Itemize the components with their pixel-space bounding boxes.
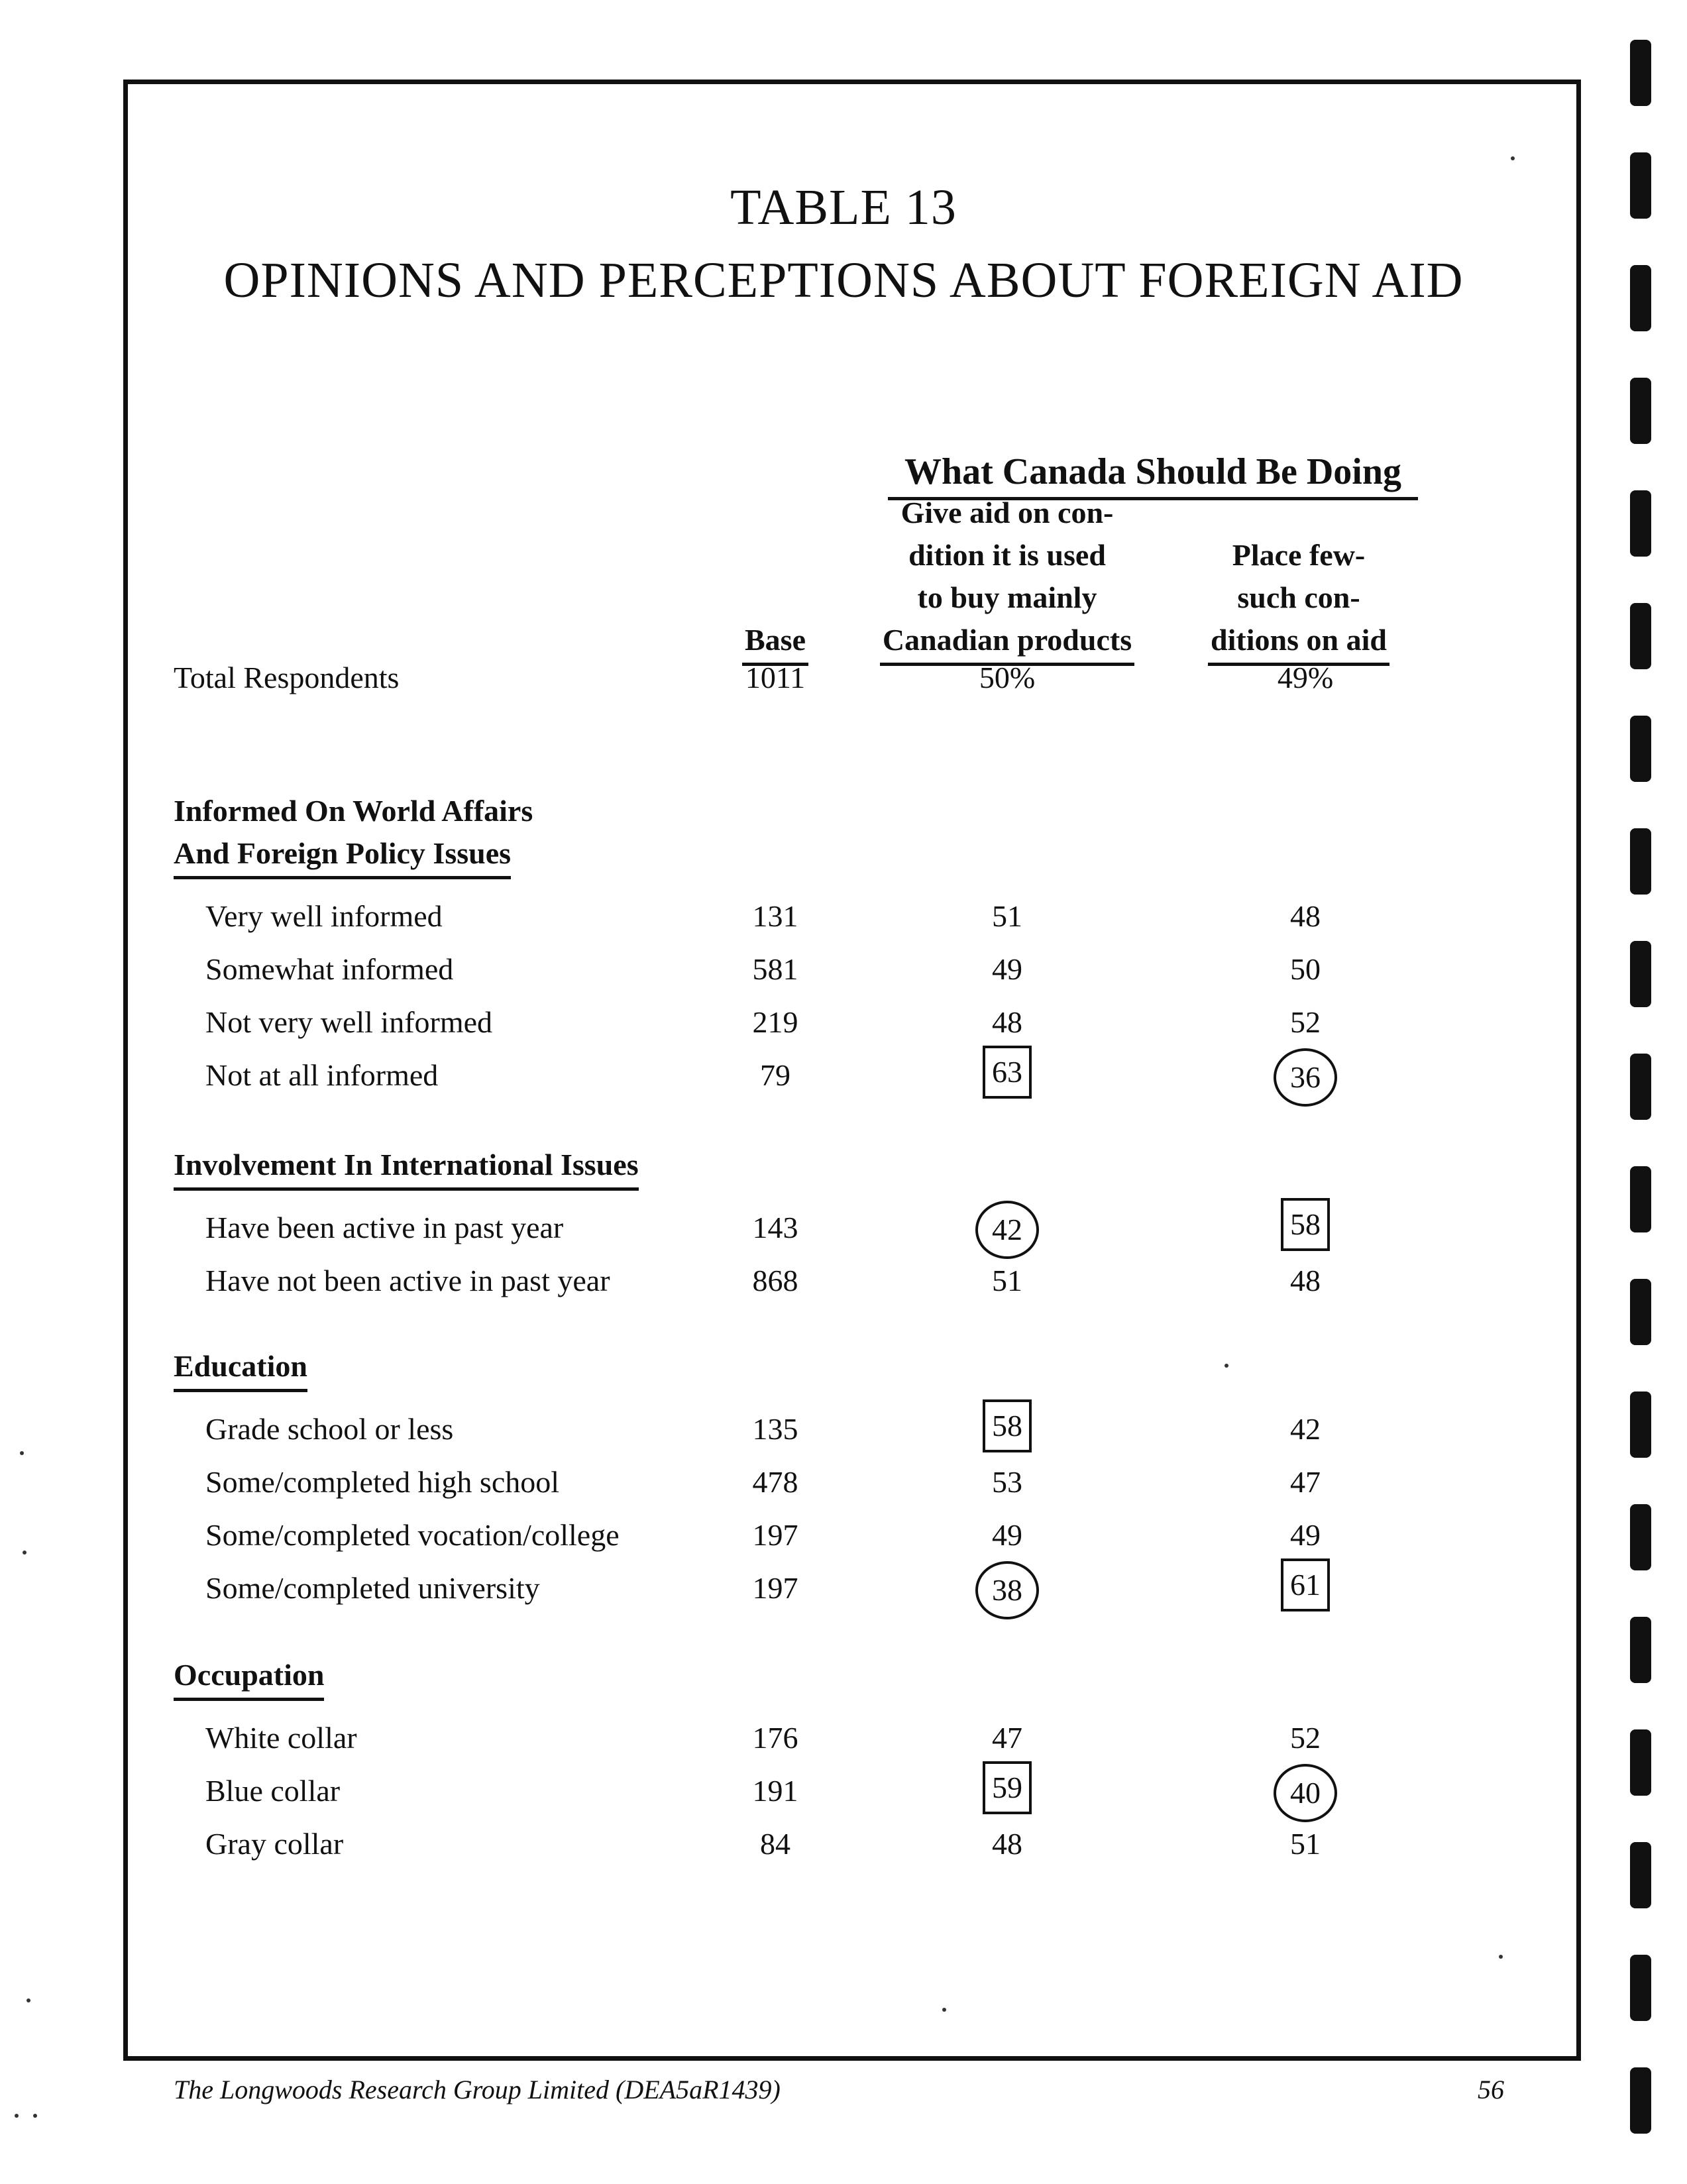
row-col2-circled [1246,1048,1365,1107]
binding-mark [1630,490,1651,557]
highlight-box: 59 [983,1761,1032,1814]
row-col2: 51 [1290,1827,1321,1861]
row-label: Gray collar [205,1827,344,1861]
row-label: Not very well informed [205,1005,493,1039]
row-col2: 52 [1290,1005,1321,1039]
row-col2: 50 [1290,952,1321,986]
row-base: 135 [752,1412,798,1446]
section-title-education: Education [174,1345,307,1392]
scan-speck [23,1551,27,1555]
row-col2-circled [1246,1764,1365,1822]
binding-mark [1630,1054,1651,1120]
row-label: Have been active in past year [205,1211,564,1244]
row-base: 84 [760,1827,790,1861]
binding-mark [1630,1729,1651,1796]
row-col2: 52 [1290,1721,1321,1755]
row-label: Some/completed vocation/college [205,1518,620,1552]
total-col1: 50% [979,661,1036,694]
highlight-circle: 38 [975,1561,1039,1619]
scan-speck [27,1998,30,2002]
scan-speck [1224,1364,1228,1368]
row-label: Have not been active in past year [205,1264,610,1297]
row-col2-boxed [1246,1198,1365,1251]
row-col1: 49 [992,1518,1022,1552]
group-header: What Canada Should Be Doing [888,451,1418,500]
binding-mark [1630,828,1651,895]
binding-mark [1630,1955,1651,2021]
row-label: Somewhat informed [205,952,454,986]
row-base: 79 [760,1058,790,1092]
row-base: 131 [752,899,798,933]
row-label: Very well informed [205,899,443,933]
binding-mark [1630,1617,1651,1683]
total-label: Total Respondents [174,661,400,694]
row-base: 478 [752,1465,798,1499]
row-col1: 51 [992,899,1022,933]
scan-speck [1511,156,1515,160]
row-col1: 48 [992,1827,1022,1861]
page-number: 56 [1478,2075,1504,2104]
binding-mark [1630,1279,1651,1345]
column-header-base: Base [729,619,822,666]
row-base: 143 [752,1211,798,1244]
row-base: 581 [752,952,798,986]
row-base: 176 [752,1721,798,1755]
binding-mark [1630,1392,1651,1458]
highlight-box: 58 [983,1399,1032,1452]
row-col2: 49 [1290,1518,1321,1552]
row-label: Some/completed high school [205,1465,560,1499]
row-col1: 53 [992,1465,1022,1499]
binding-mark [1630,265,1651,331]
scan-speck [20,1451,24,1455]
column-header-conditional-aid: Give aid on con- dition it is used to buy mainly Canadian products [861,492,1153,666]
row-col2-boxed [1246,1558,1365,1611]
section-title-occupation: Occupation [174,1654,324,1701]
row-label: Some/completed university [205,1571,540,1605]
binding-mark [1630,378,1651,444]
column-header-few-conditions: Place few- such con- ditions on aid [1186,534,1411,666]
binding-mark [1630,1166,1651,1232]
row-col2: 42 [1290,1412,1321,1446]
row-col2: 48 [1290,1264,1321,1297]
row-base: 219 [752,1005,798,1039]
binding-mark [1630,2067,1651,2134]
section-title-informed: Informed On World Affairs And Foreign Policy Issues [174,790,533,879]
row-base: 197 [752,1518,798,1552]
row-col1-circled [948,1561,1067,1619]
highlight-circle: 36 [1274,1048,1337,1107]
highlight-box: 58 [1281,1198,1330,1251]
row-col1-boxed [948,1046,1067,1099]
row-col1: 48 [992,1005,1022,1039]
scan-speck [15,2114,19,2118]
highlight-box: 61 [1281,1558,1330,1611]
row-col1: 51 [992,1264,1022,1297]
binding-mark [1630,1842,1651,1908]
row-base: 191 [752,1774,798,1808]
binding-mark [1630,1504,1651,1570]
row-label: White collar [205,1721,357,1755]
highlight-circle: 42 [975,1201,1039,1259]
row-col1-boxed [948,1399,1067,1452]
row-label: Grade school or less [205,1412,454,1446]
footer-source: The Longwoods Research Group Limited (DEA5aR1439) [174,2075,781,2104]
binding-mark [1630,40,1651,106]
row-col1: 49 [992,952,1022,986]
row-label: Blue collar [205,1774,341,1808]
table-title: OPINIONS AND PERCEPTIONS ABOUT FOREIGN AID [223,252,1464,308]
row-base: 868 [752,1264,798,1297]
scan-speck [1499,1955,1503,1959]
row-col1: 47 [992,1721,1022,1755]
table-number: TABLE 13 [730,180,957,235]
highlight-box: 63 [983,1046,1032,1099]
row-col1-boxed [948,1761,1067,1814]
total-col2: 49% [1277,661,1334,694]
row-col2: 48 [1290,899,1321,933]
section-title-involvement: Involvement In International Issues [174,1144,639,1191]
scan-speck [33,2114,37,2118]
total-base: 1011 [745,661,806,694]
row-base: 197 [752,1571,798,1605]
binding-mark [1630,716,1651,782]
binding-mark [1630,603,1651,669]
binding-mark [1630,152,1651,219]
scan-speck [942,2008,946,2012]
row-col2: 47 [1290,1465,1321,1499]
row-label: Not at all informed [205,1058,439,1092]
row-col1-circled [948,1201,1067,1259]
highlight-circle: 40 [1274,1764,1337,1822]
binding-mark [1630,941,1651,1007]
